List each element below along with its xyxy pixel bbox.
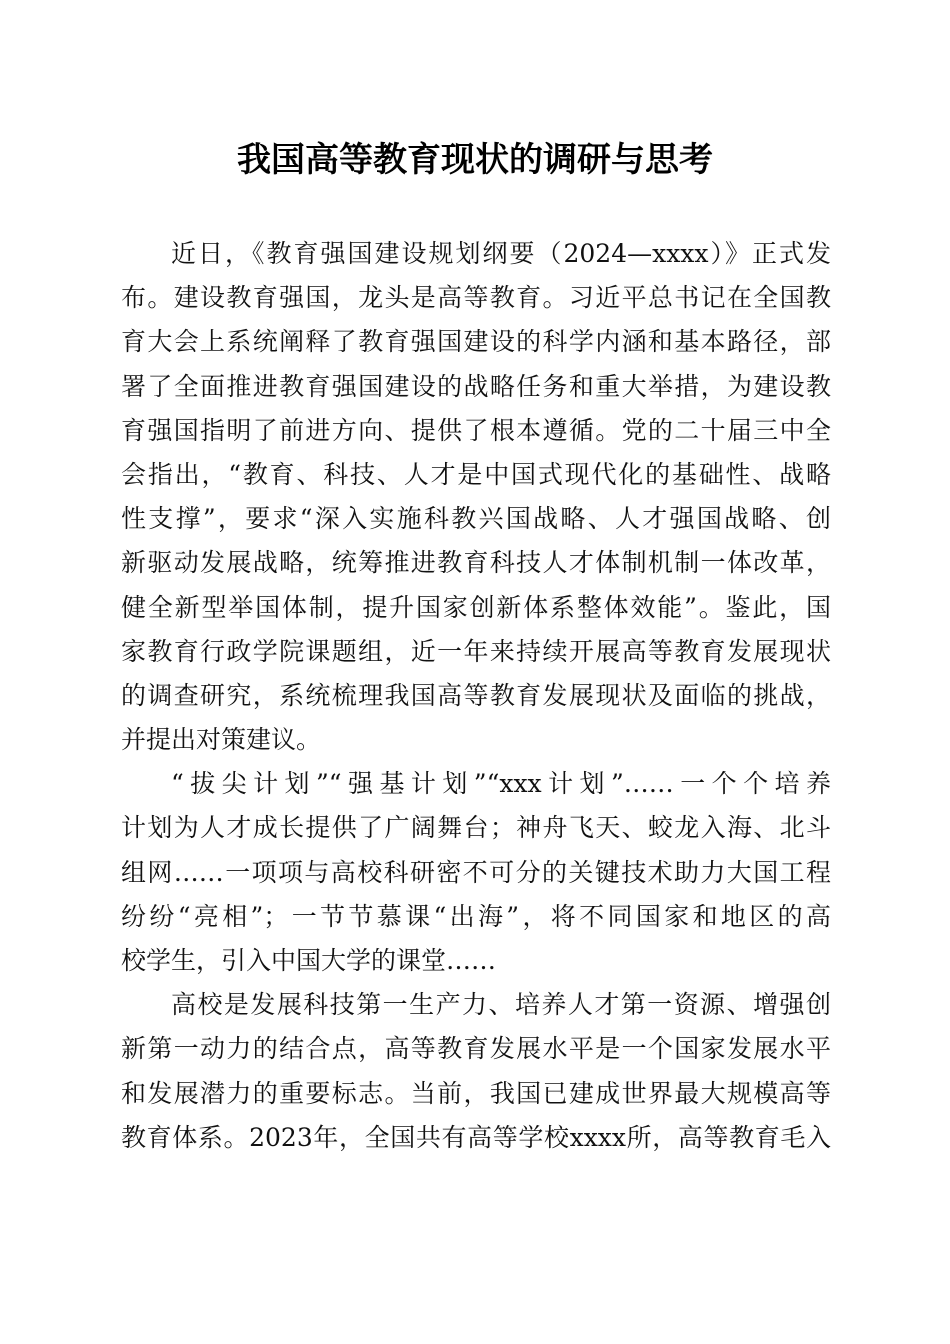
text-line: 教育体系。2023年，全国共有高等学校xxxx所，高等教育毛入 [121, 1122, 831, 1152]
text-line: 署了全面推进教育强国建设的战略任务和重大举措，为建设教 [121, 371, 831, 401]
text-line: 校学生，引入中国大学的课堂…… [121, 946, 497, 975]
document-body [121, 232, 831, 1160]
text-line: 布。建设教育强国，龙头是高等教育。习近平总书记在全国教 [121, 283, 831, 313]
text-line: 计划为人才成长提供了广阔舞台；神舟飞天、蛟龙入海、北斗 [121, 813, 831, 843]
paragraph-3 [121, 983, 831, 1160]
text-line: 会指出，“教育、科技、人才是中国式现代化的基础性、战略 [121, 459, 831, 489]
text-line: 育强国指明了前进方向、提供了根本遵循。党的二十届三中全 [121, 415, 831, 445]
text-line: 健全新型举国体制，提升国家创新体系整体效能”。鉴此，国 [121, 592, 831, 622]
text-line: 并提出对策建议。 [121, 725, 322, 755]
document-title: 我国高等教育现状的调研与思考 [237, 140, 713, 180]
text-line: “拔尖计划”“强基计划”“xxx计划”……一个个培养 [171, 769, 831, 799]
text-line: 性支撑”，要求“深入实施科教兴国战略、人才强国战略、创 [121, 504, 831, 534]
text-line: 育大会上系统阐释了教育强国建设的科学内涵和基本路径，部 [121, 327, 831, 357]
text-line: 纷纷“亮相”；一节节慕课“出海”，将不同国家和地区的高 [121, 901, 831, 931]
text-line: 新驱动发展战略，统筹推进教育科技人才体制机制一体改革， [121, 548, 831, 578]
text-line: 的调查研究，系统梳理我国高等教育发展现状及面临的挑战， [121, 680, 831, 710]
text-line: 高校是发展科技第一生产力、培养人才第一资源、增强创 [171, 990, 831, 1020]
text-line: 近日，《教育强国建设规划纲要（2024—xxxx）》正式发 [171, 239, 831, 268]
text-line: 组网……一项项与高校科研密不可分的关键技术助力大国工程 [121, 857, 831, 887]
paragraph-1 [121, 232, 831, 762]
text-line: 和发展潜力的重要标志。当前，我国已建成世界最大规模高等 [121, 1078, 831, 1108]
paragraph-2 [121, 762, 831, 983]
text-line: 新第一动力的结合点，高等教育发展水平是一个国家发展水平 [121, 1034, 831, 1064]
text-line: 家教育行政学院课题组，近一年来持续开展高等教育发展现状 [121, 636, 831, 666]
